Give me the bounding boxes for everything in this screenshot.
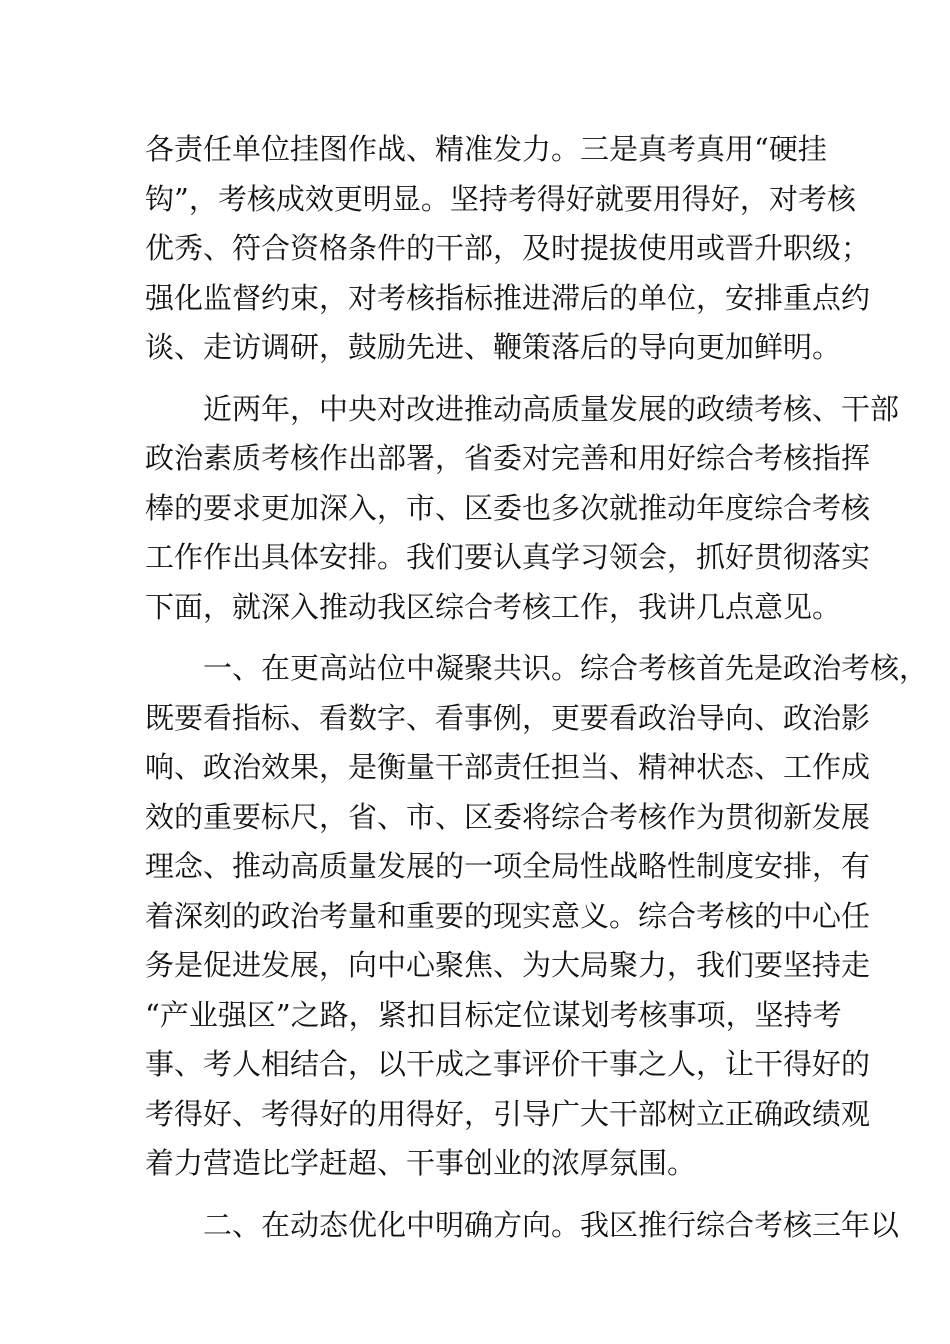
paragraph-recent-years [145, 385, 900, 633]
text-line: 棒的要求更加深入，市、区委也多次就推动年度综合考核 [145, 490, 871, 525]
document-body [145, 125, 929, 1250]
text-line: 响、政治效果，是衡量干部责任担当、精神状态、工作成 [145, 750, 871, 784]
paragraph-section-two [145, 1201, 900, 1251]
text-line: 着深刻的政治考量和重要的现实意义。综合考核的中心任 [145, 898, 871, 933]
text-line: 二、在动态优化中明确方向。我区推行综合考核三年以 [145, 1207, 900, 1242]
text-line: 效的重要标尺，省、市、区委将综合考核作为贯彻新发展 [145, 799, 871, 834]
paragraph-section-one [145, 644, 929, 1189]
text-line: 强化监督约束，对考核指标推进滞后的单位，安排重点约 [145, 280, 871, 315]
text-line: 钩”，考核成效更明显。坚持考得好就要用得好，对考核 [145, 181, 856, 216]
text-line: 优秀、符合资格条件的干部，及时提拔使用或晋升职级； [145, 231, 871, 265]
paragraph-gap [145, 1189, 825, 1201]
text-line: “产业强区”之路，紧扣目标定位谋划考核事项，坚持考 [145, 997, 842, 1032]
paragraph-gap [145, 373, 825, 385]
text-line: 下面，就深入推动我区综合考核工作，我讲几点意见。 [145, 589, 842, 624]
text-line: 理念、推动高质量发展的一项全局性战略性制度安排，有 [145, 849, 871, 883]
paragraph-continued [145, 125, 871, 373]
text-line: 着力营造比学赶超、干事创业的浓厚氛围。 [145, 1146, 697, 1180]
text-line: 考得好、考得好的用得好，引导广大干部树立正确政绩观 [145, 1096, 871, 1131]
text-line: 既要看指标、看数字、看事例，更要看政治导向、政治影 [145, 700, 871, 735]
text-line: 近两年，中央对改进推动高质量发展的政绩考核、干部 [145, 391, 900, 426]
text-line: 谈、走访调研，鼓励先进、鞭策落后的导向更加鲜明。 [145, 330, 842, 364]
text-line: 事、考人相结合，以干成之事评价干事之人，让干得好的 [145, 1047, 871, 1081]
text-line: 务是促进发展，向中心聚焦、为大局聚力，我们要坚持走 [145, 948, 871, 982]
text-line: 一、在更高站位中凝聚共识。综合考核首先是政治考核， [145, 651, 929, 685]
text-line: 政治素质考核作出部署，省委对完善和用好综合考核指挥 [145, 441, 871, 475]
text-line: 各责任单位挂图作战、精准发力。三是真考真用“硬挂 [145, 132, 827, 166]
paragraph-gap [145, 632, 825, 644]
text-line: 工作作出具体安排。我们要认真学习领会，抓好贯彻落实 [145, 540, 871, 574]
